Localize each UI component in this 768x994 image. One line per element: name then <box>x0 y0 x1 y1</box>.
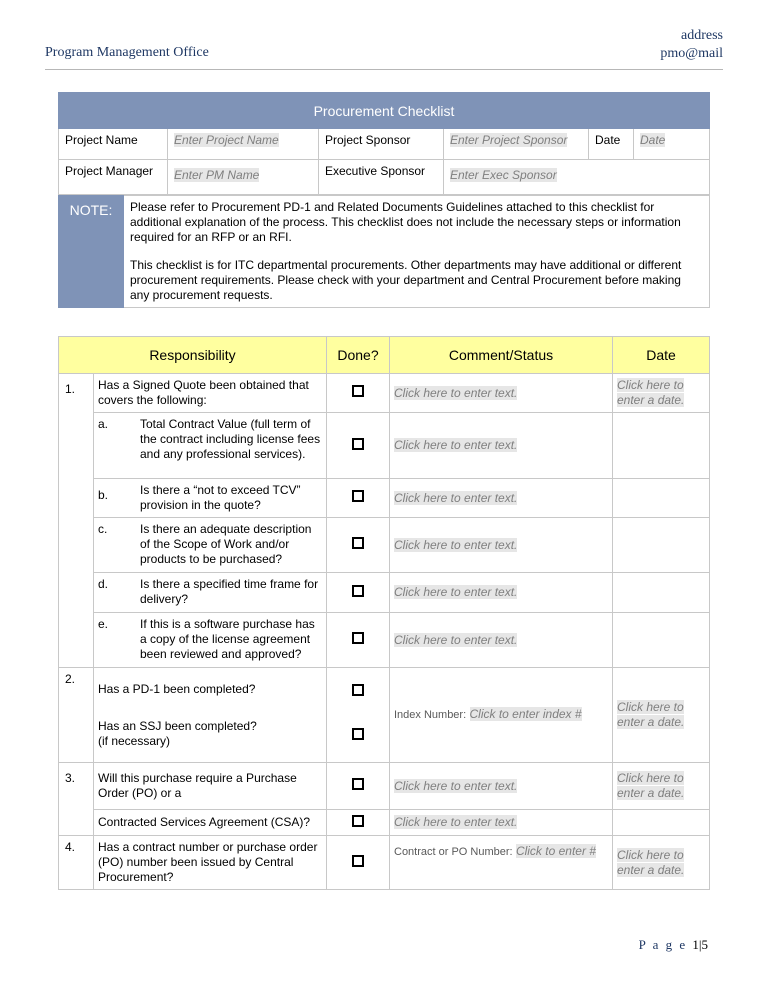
date-1e-cell[interactable] <box>613 613 710 668</box>
row-1c-letter: c. <box>98 522 108 536</box>
index-number-label: Index Number: <box>394 709 467 721</box>
address-line: address <box>681 28 723 43</box>
project-name-label: Project Name <box>59 129 168 160</box>
row-2-text-1: Has a PD-1 been completed? <box>98 682 256 696</box>
row-3-text: Will this purchase require a Purchase Order (PO) or a <box>94 763 327 810</box>
exec-sponsor-field[interactable]: Enter Exec Sponsor <box>450 168 557 182</box>
page-number: 1 <box>692 937 699 952</box>
project-sponsor-label: Project Sponsor <box>319 129 444 160</box>
row-1d-letter: d. <box>98 577 109 591</box>
checkbox-2b[interactable] <box>352 728 364 740</box>
executive-sponsor-label: Executive Sponsor <box>319 160 444 195</box>
row-2-text-3: (if necessary) <box>98 734 171 748</box>
col-comment: Comment/Status <box>390 337 613 374</box>
comment-1c[interactable]: Click here to enter text. <box>394 537 518 552</box>
row-1a-text: Total Contract Value (full term of the contract including license fees and any professional services). <box>140 417 321 461</box>
col-responsibility: Responsibility <box>59 337 327 374</box>
project-name-field[interactable]: Enter Project Name <box>174 133 279 147</box>
page-total: 5 <box>701 937 708 952</box>
row-1-text: Has a Signed Quote been obtained that covers the following: <box>94 374 327 413</box>
pm-name-field[interactable]: Enter PM Name <box>174 168 260 182</box>
checkbox-1c[interactable] <box>352 537 364 549</box>
note-paragraph-2: This checklist is for ITC departmental procurements. Other departments may have additional or different procurement requirements. Please check with your department and Central Procurement before making any procurement requests. <box>130 258 682 302</box>
date-3[interactable]: Click here to enter a date. <box>617 771 685 800</box>
procurement-checklist-table <box>58 92 710 195</box>
row-num-3: 3. <box>59 763 94 836</box>
checkbox-1a[interactable] <box>352 438 364 450</box>
comment-3b[interactable]: Click here to enter text. <box>394 815 518 829</box>
row-num-2: 2. <box>59 668 94 763</box>
checklist-title: Procurement Checklist <box>59 93 710 129</box>
date-1a-cell[interactable] <box>613 413 710 479</box>
checkbox-1[interactable] <box>352 385 364 397</box>
comment-1e[interactable]: Click here to enter text. <box>394 632 518 647</box>
row-1d-text: Is there a specified time frame for delivery? <box>140 577 319 606</box>
comment-1d[interactable]: Click here to enter text. <box>394 585 518 599</box>
checkbox-4[interactable] <box>352 855 364 867</box>
row-1e-letter: e. <box>98 617 109 631</box>
page-label: P a g e <box>638 937 688 952</box>
col-date: Date <box>613 337 710 374</box>
checkbox-3b[interactable] <box>352 815 364 827</box>
note-box <box>58 195 710 308</box>
row-1c-text: Is there an adequate description of the Scope of Work and/or products to be purchased? <box>140 522 312 566</box>
checkbox-1e[interactable] <box>352 632 364 644</box>
row-1a-letter: a. <box>98 417 109 431</box>
contract-number-label: Contract or PO Number: <box>394 846 513 858</box>
row-3-text-2: Contracted Services Agreement (CSA)? <box>94 810 327 836</box>
header-address <box>660 27 723 63</box>
comment-1b[interactable]: Click here to enter text. <box>394 490 518 505</box>
row-1e-text: If this is a software purchase has a copy of the license agreement been reviewed and approved? <box>140 617 315 661</box>
date-2[interactable]: Click here to enter a date. <box>617 700 685 729</box>
date-1d-cell[interactable] <box>613 573 710 613</box>
note-paragraph-1: Please refer to Procurement PD-1 and Related Documents Guidelines attached to this checklist for additional explanation of the process. This checklist does not include the necessary steps or information required for an RFP or an RFI. <box>130 200 681 244</box>
row-2-text-2: Has an SSJ been completed? <box>98 719 257 733</box>
checkbox-1b[interactable] <box>352 490 364 502</box>
comment-3a[interactable]: Click here to enter text. <box>394 778 518 793</box>
row-num-4: 4. <box>59 836 94 890</box>
project-manager-label: Project Manager <box>59 160 168 195</box>
date-field[interactable]: Date <box>640 133 666 147</box>
index-number-field[interactable]: Click to enter index # <box>469 707 582 721</box>
checkbox-1d[interactable] <box>352 585 364 597</box>
date-3b-cell[interactable] <box>613 810 710 836</box>
project-sponsor-field[interactable]: Enter Project Sponsor <box>450 133 568 147</box>
date-label: Date <box>589 129 634 160</box>
date-1c-cell[interactable] <box>613 518 710 573</box>
row-1b-text: Is there a “not to exceed TCV” provision in the quote? <box>140 483 301 512</box>
date-1b-cell[interactable] <box>613 479 710 518</box>
header-divider <box>45 69 723 70</box>
responsibility-table <box>58 336 710 890</box>
row-4-text: Has a contract number or purchase order (PO) number been issued by Central Procurement? <box>94 836 327 890</box>
checkbox-3a[interactable] <box>352 778 364 790</box>
contract-number-field[interactable]: Click to enter # <box>515 844 596 858</box>
email-line: pmo@mail <box>660 46 723 61</box>
office-title: Program Management Office <box>45 45 209 60</box>
note-label: NOTE: <box>59 196 124 308</box>
date-1[interactable]: Click here to enter a date. <box>617 378 685 407</box>
checkbox-2a[interactable] <box>352 684 364 696</box>
page-footer: P a g e 1|5 <box>638 937 708 952</box>
date-4[interactable]: Click here to enter a date. <box>617 847 685 877</box>
col-done: Done? <box>327 337 390 374</box>
comment-1[interactable]: Click here to enter text. <box>394 385 518 400</box>
row-1b-letter: b. <box>98 488 109 502</box>
comment-1a[interactable]: Click here to enter text. <box>394 438 518 452</box>
row-num-1: 1. <box>59 374 94 668</box>
